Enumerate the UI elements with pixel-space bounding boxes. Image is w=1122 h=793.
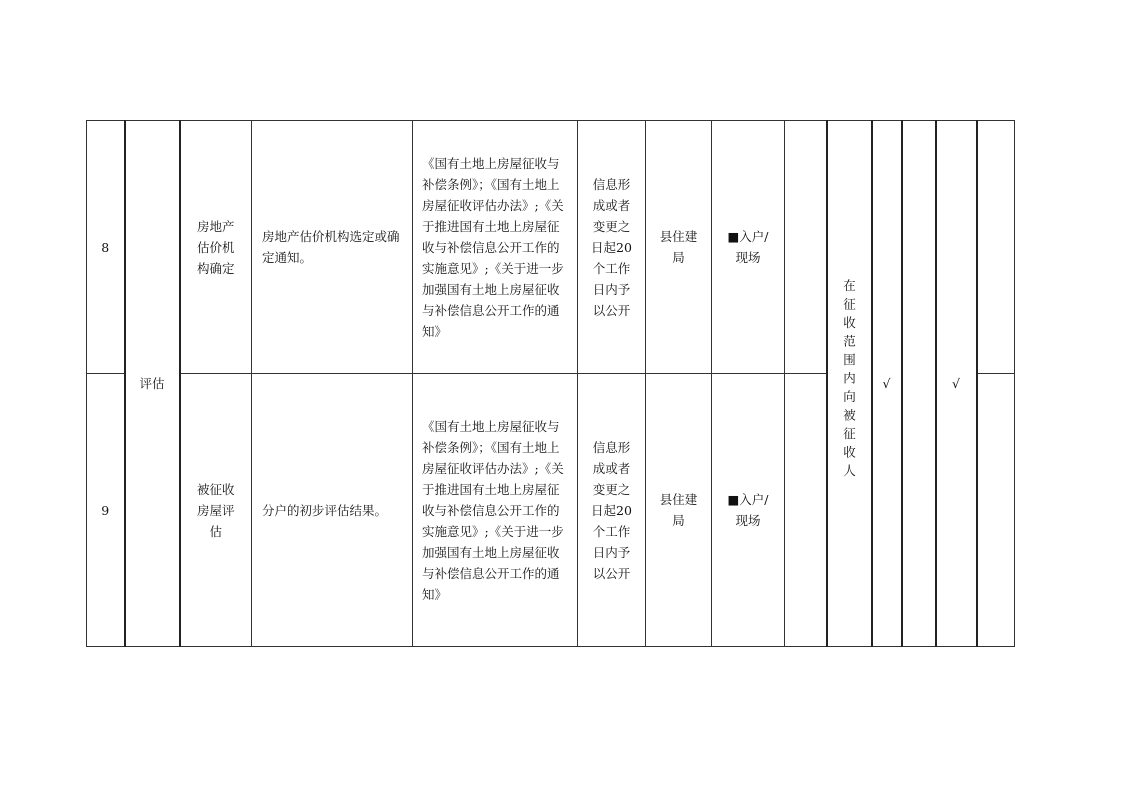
basis-cell: [413, 121, 578, 374]
channel-text: ■入户/现场: [727, 492, 769, 528]
content-cell: [252, 374, 413, 647]
empty-merged-cell: [902, 121, 936, 647]
empty-cell: [977, 121, 1015, 374]
empty-cell: [785, 121, 827, 374]
subject-cell: [646, 374, 712, 647]
content-cell: [252, 121, 413, 374]
channel-cell: [712, 374, 785, 647]
category-cell: [125, 121, 180, 647]
basis-text: 《国有土地上房屋征收与补偿条例》；《国有土地上房屋征收评估办法》;《关于推进国有土地上房屋征收与补偿信息公开工作的实施意见》;《关于进一步加强国有土地上房屋征收与补偿信息公开工作的通知》: [422, 155, 564, 339]
basis-cell: [413, 374, 578, 647]
empty-cell: [977, 374, 1015, 647]
empty-cell: [785, 374, 827, 647]
item-label: 被征收房屋评估: [196, 481, 235, 539]
term-text: 信息形成或者变更之日起20个工作日内予以公开: [591, 176, 632, 318]
channel-text: ■入户/现场: [727, 229, 769, 265]
scope-cell: [827, 121, 872, 647]
check-cell-a: [872, 121, 902, 647]
check-mark-a: √: [882, 376, 891, 391]
table-row: [87, 121, 1015, 374]
check-cell-b: [936, 121, 977, 647]
category-label: 评估: [139, 376, 165, 391]
channel-cell: [712, 121, 785, 374]
subject-cell: [646, 121, 712, 374]
item-cell: [180, 121, 252, 374]
item-label: 房地产估价机构确定: [196, 218, 235, 276]
disclosure-table: [86, 120, 1015, 647]
term-cell: [578, 374, 646, 647]
row-number: 8: [87, 121, 125, 374]
term-cell: [578, 121, 646, 374]
row-number: 9: [87, 374, 125, 647]
content-text: 房地产估价机构选定或确定通知。: [262, 229, 400, 265]
subject-text: 县住建局: [659, 492, 698, 528]
check-mark-b: √: [952, 376, 960, 391]
content-text: 分户的初步评估结果。: [262, 502, 388, 518]
term-text: 信息形成或者变更之日起20个工作日内予以公开: [591, 439, 632, 581]
item-cell: [180, 374, 252, 647]
subject-text: 县住建局: [659, 229, 698, 265]
basis-text: 《国有土地上房屋征收与补偿条例》；《国有土地上房屋征收评估办法》;《关于推进国有土地上房屋征收与补偿信息公开工作的实施意见》;《关于进一步加强国有土地上房屋征收与补偿信息公开工作的通知》: [422, 418, 564, 602]
scope-text: 在征收范围内向被征收人: [841, 278, 857, 483]
